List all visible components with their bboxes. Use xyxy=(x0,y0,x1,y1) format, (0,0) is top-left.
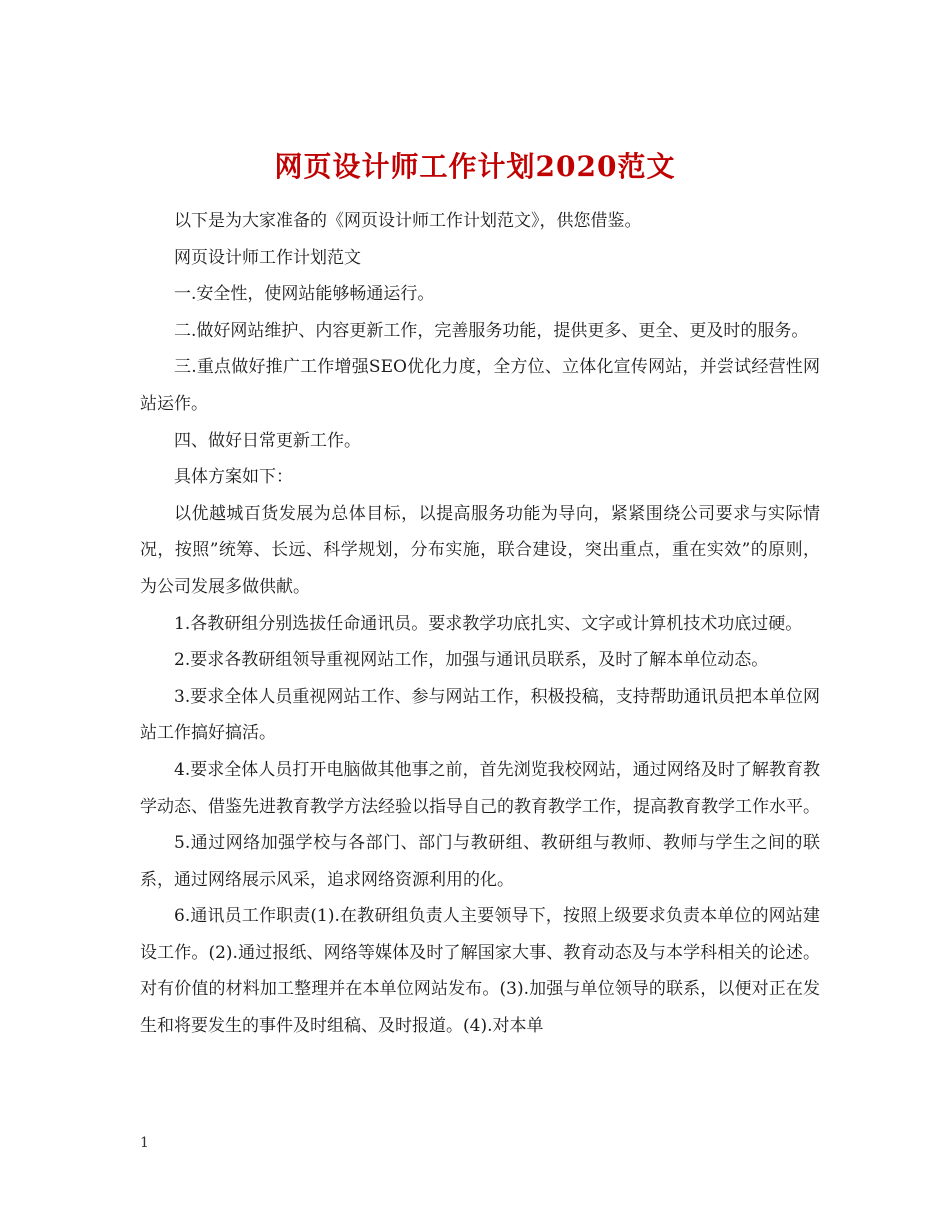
paragraph: 一.安全性，使网站能够畅通运行。 xyxy=(174,284,435,305)
paragraph: 1.各教研组分别选拔任命通讯员。要求教学功底扎实、文字或计算机技术功底过硬。 xyxy=(174,613,803,634)
paragraph: 5.通过网络加强学校与各部门、部门与教研组、教研组与教师、教师与学生之间的联系，通过网络展示风采，追求网络资源利用的化。 xyxy=(140,833,820,890)
paragraph: 4.要求全体人员打开电脑做其他事之前，首先浏览我校网站，通过网络及时了解教育教学动态、借鉴先进教育教学方法经验以指导自己的教育教学工作，提高教育教学工作水平。 xyxy=(140,759,820,817)
paragraph: 三.重点做好推广工作增强SEO优化力度，全方位、立体化宣传网站，并尝试经营性网站运作。 xyxy=(140,357,820,414)
page-number: 1 xyxy=(140,1135,149,1151)
paragraph: 网页设计师工作计划范文 xyxy=(174,247,361,268)
paragraph: 二.做好网站维护、内容更新工作，完善服务功能，提供更多、更全、更及时的服务。 xyxy=(174,320,809,341)
paragraph: 以下是为大家准备的《网页设计师工作计划范文》，供您借鉴。 xyxy=(174,211,642,231)
paragraph: 2.要求各教研组领导重视网站工作，加强与通讯员联系，及时了解本单位动态。 xyxy=(174,650,769,671)
paragraph: 具体方案如下： xyxy=(174,467,293,488)
paragraph: 3.要求全体人员重视网站工作、参与网站工作，积极投稿，支持帮助通讯员把本单位网站工作搞好搞活。 xyxy=(140,686,820,744)
paragraph: 以优越城百货发展为总体目标，以提高服务功能为导向，紧紧围绕公司要求与实际情况，按照”统筹、长远、科学规划，分布实施，联合建设，突出重点，重在实效”的原则，为公司发展多做供献。 xyxy=(140,503,820,597)
paragraph: 6.通讯员工作职责(1).在教研组负责人主要领导下，按照上级要求负责本单位的网站建设工作。(2).通过报纸、网络等媒体及时了解国家大事、教育动态及与本学科相关的论述。对有价值的材料加工整理并在本单位网站发布。(3).加强与单位领导的联系，以便对正在发生和将要发生的事件及时组稿、及时报道。(4).对本单 xyxy=(140,906,820,1037)
document-body xyxy=(140,203,820,1045)
document-title: 网页设计师工作计划2020范文 xyxy=(274,149,676,183)
paragraph: 四、做好日常更新工作。 xyxy=(174,430,361,451)
